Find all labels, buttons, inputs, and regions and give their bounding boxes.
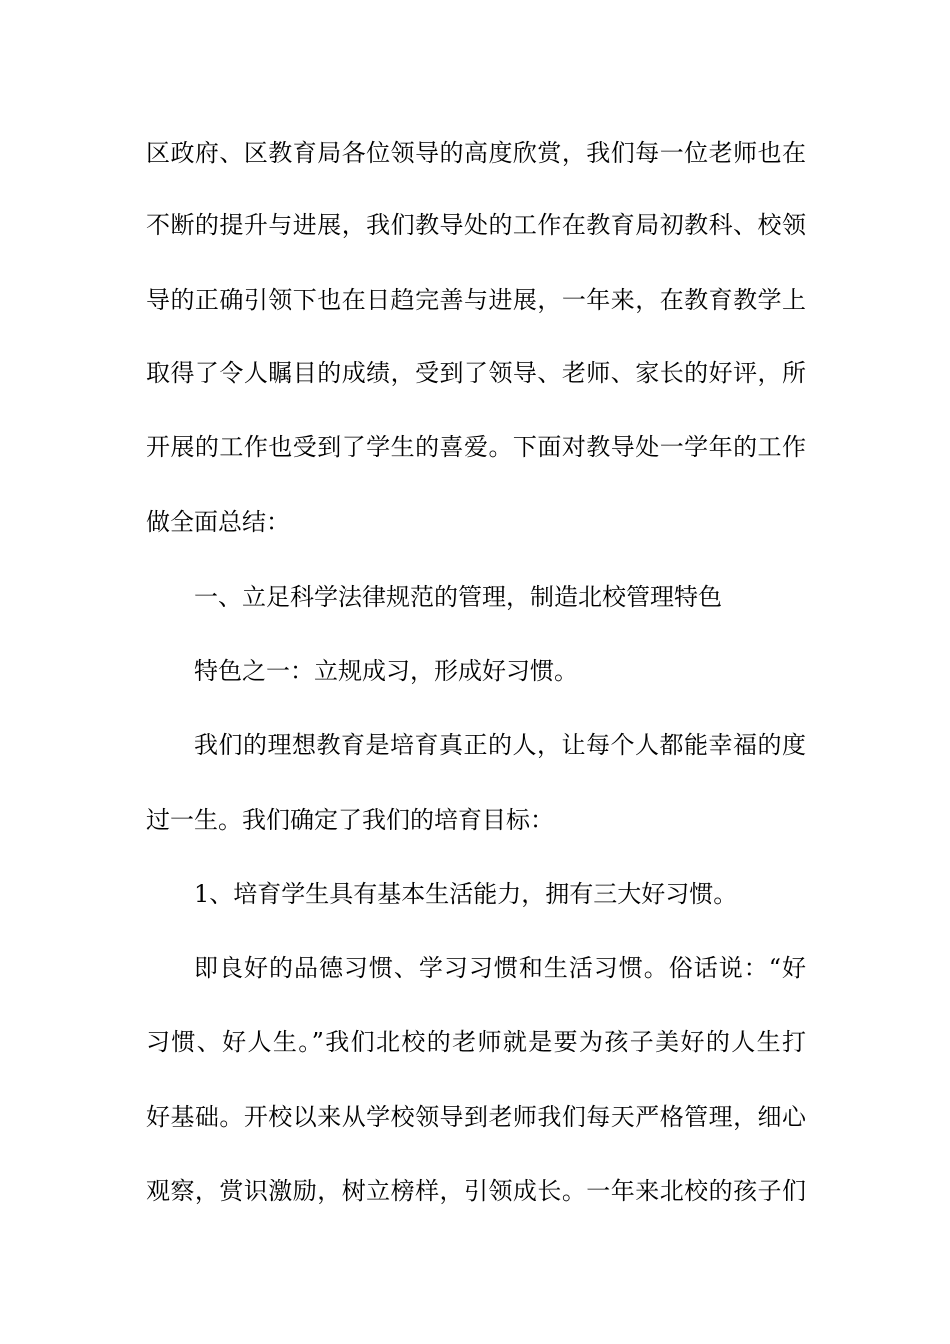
- text-line: 导的正确引领下也在日趋完善与进展，一年来，在教育教学上: [146, 286, 806, 314]
- text-line: 开展的工作也受到了学生的喜爱。下面对教导处一学年的工作: [146, 433, 806, 461]
- section-heading: 一、立足科学法律规范的管理，制造北校管理特色: [194, 583, 722, 611]
- text-line: 取得了令人瞩目的成绩，受到了领导、老师、家长的好评，所: [146, 359, 806, 387]
- text-line: 做全面总结：: [146, 508, 290, 536]
- text-line: 观察，赏识激励，树立榜样，引领成长。一年来北校的孩子们: [146, 1177, 806, 1205]
- list-item: 1、培育学生具有基本生活能力，拥有三大好习惯。: [194, 880, 738, 908]
- text-line: 过一生。我们确定了我们的培育目标：: [146, 806, 554, 834]
- text-line: 好基础。开校以来从学校领导到老师我们每天严格管理，细心: [146, 1103, 806, 1131]
- text-line: 不断的提升与进展，我们教导处的工作在教育局初教科、校领: [146, 211, 806, 239]
- text-line: 我们的理想教育是培育真正的人，让每个人都能幸福的度: [194, 731, 806, 759]
- text-line: 即良好的品德习惯、学习习惯和生活习惯。俗话说：“好: [194, 954, 806, 982]
- text-line: 习惯、好人生。”我们北校的老师就是要为孩子美好的人生打: [146, 1028, 806, 1056]
- subsection-heading: 特色之一：立规成习，形成好习惯。: [194, 657, 578, 685]
- text-line: 区政府、区教育局各位领导的高度欣赏，我们每一位老师也在: [146, 139, 806, 167]
